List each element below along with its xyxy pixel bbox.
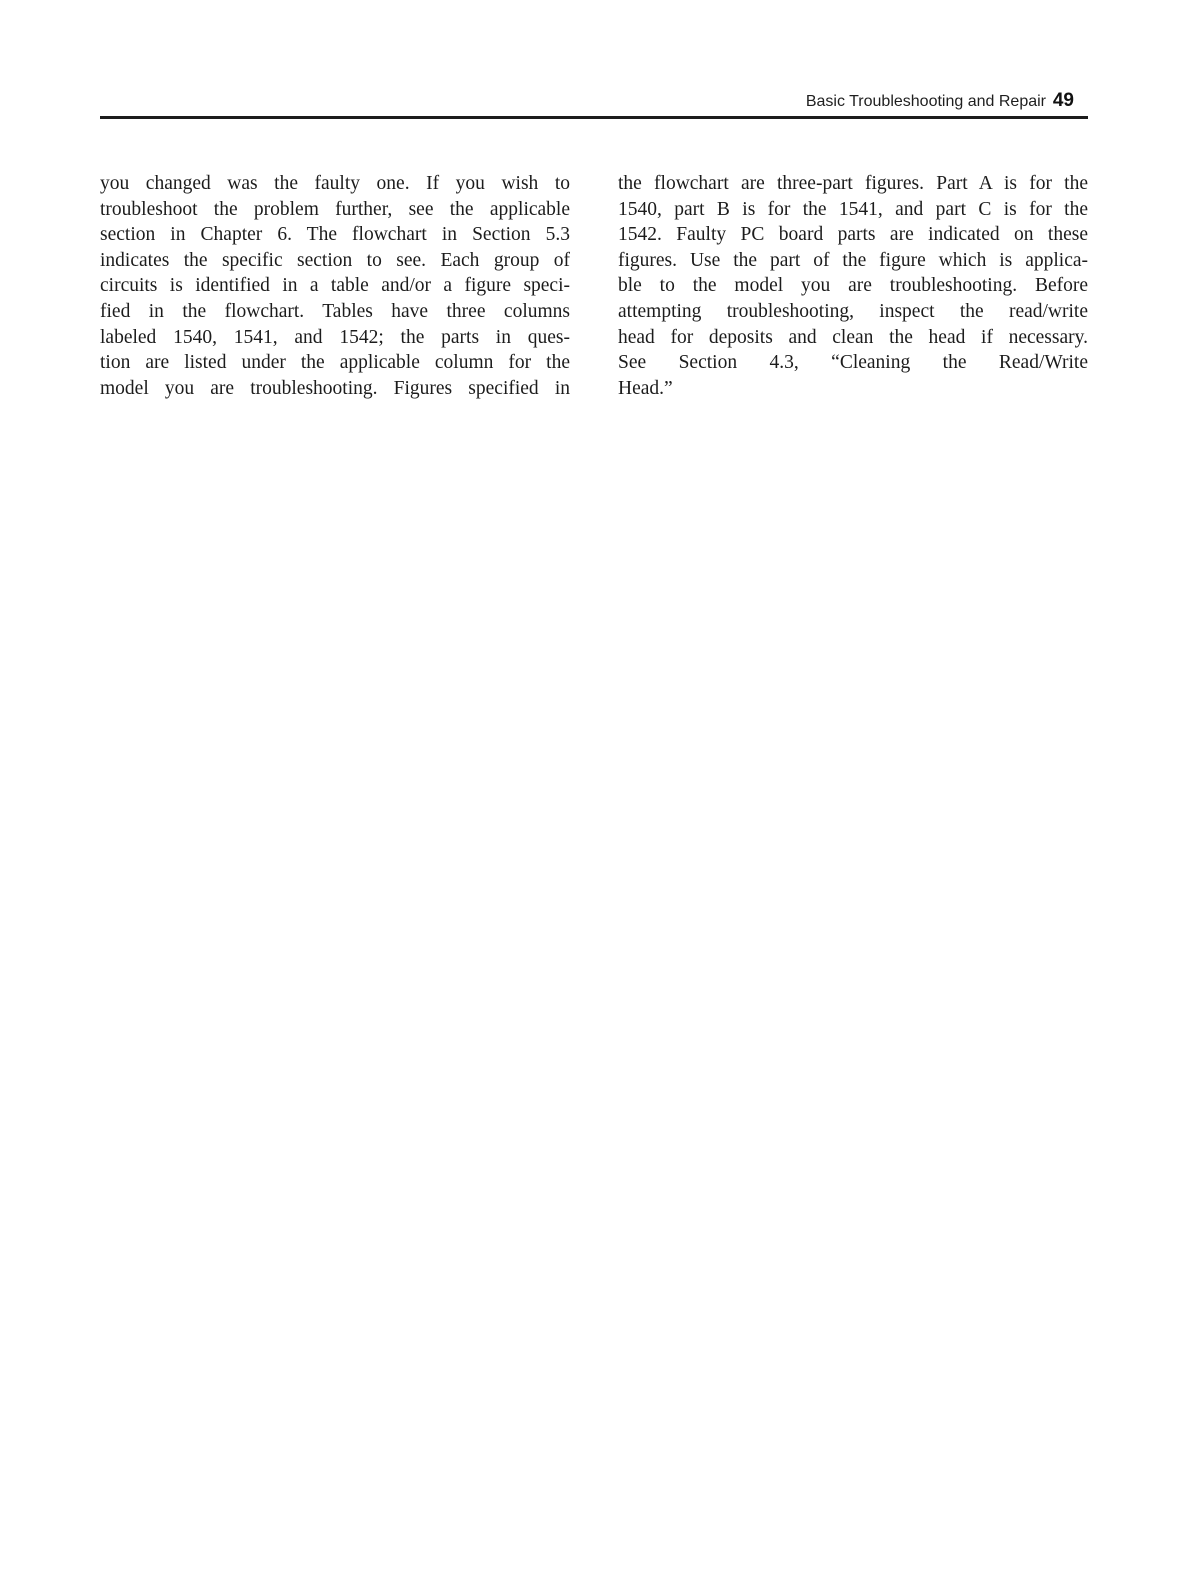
text-line: labeled 1540, 1541, and 1542; the parts in ques- — [100, 326, 570, 348]
right-column — [618, 171, 1088, 401]
text-line: indicates the specific section to see. Each group of — [100, 249, 570, 271]
text-line: circuits is identified in a table and/or a figure speci- — [100, 275, 570, 297]
text-line: troubleshoot the problem further, see the applicable — [100, 198, 570, 220]
text-line: See Section 4.3, “Cleaning the Read/Write — [618, 352, 1088, 374]
text-line: head for deposits and clean the head if necessary. — [618, 326, 1088, 348]
running-head — [100, 88, 1088, 118]
left-column — [100, 171, 570, 401]
text-line: figures. Use the part of the figure which is applica- — [618, 249, 1088, 271]
text-line: tion are listed under the applicable column for the — [100, 352, 570, 374]
text-line: model you are troubleshooting. Figures specified in — [100, 377, 570, 399]
text-line: the flowchart are three-part figures. Part A is for the — [618, 173, 1088, 194]
text-line: Head.” — [618, 377, 673, 399]
text-line: 1542. Faulty PC board parts are indicated on these — [618, 224, 1088, 246]
text-line: ble to the model you are troubleshooting. Before — [618, 275, 1088, 297]
text-line: attempting troubleshooting, inspect the read/write — [618, 300, 1088, 322]
page-number: 49 — [1052, 90, 1074, 111]
text-line: 1540, part B is for the 1541, and part C is for the — [618, 198, 1088, 220]
text-line: section in Chapter 6. The flowchart in Section 5.3 — [100, 224, 570, 246]
header-rule — [100, 116, 1088, 119]
text-line: fied in the flowchart. Tables have three columns — [100, 300, 570, 322]
running-title: Basic Troubleshooting and Repair — [805, 93, 1046, 110]
text-line: you changed was the faulty one. If you wish to — [100, 173, 570, 194]
